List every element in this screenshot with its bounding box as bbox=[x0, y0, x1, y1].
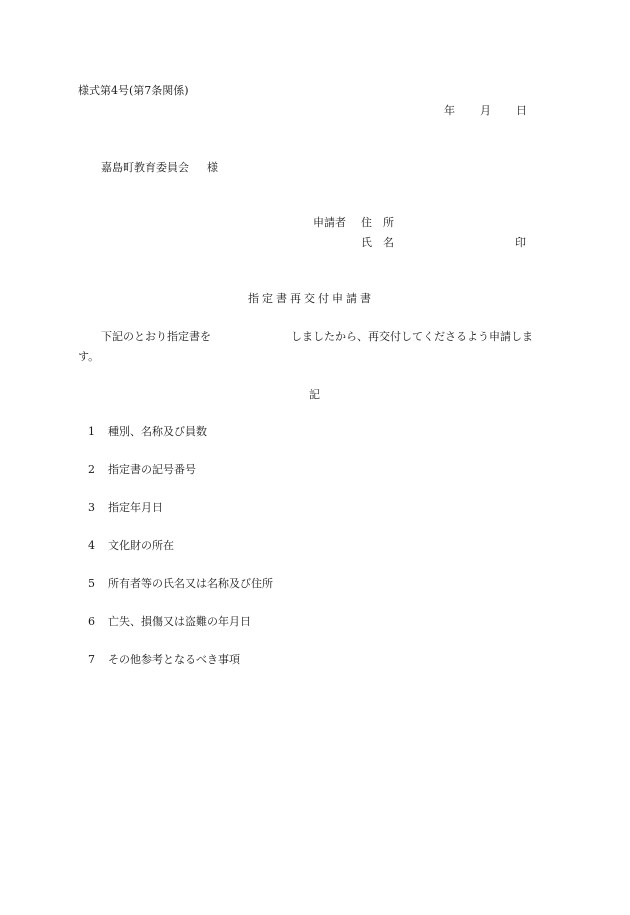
item-number: 4 bbox=[88, 539, 95, 552]
item-label: 亡失、損傷又は盗難の年月日 bbox=[108, 615, 251, 628]
list-item bbox=[88, 539, 174, 553]
item-number: 6 bbox=[88, 615, 95, 628]
item-number: 3 bbox=[88, 501, 95, 514]
item-label: 指定書の記号番号 bbox=[108, 463, 196, 476]
list-item bbox=[88, 463, 196, 477]
form-number: 様式第4号(第7条関係) bbox=[78, 84, 189, 97]
date-day-label: 日 bbox=[516, 104, 527, 117]
body-text-line1-start: 下記のとおり指定書を bbox=[101, 330, 211, 343]
list-item bbox=[88, 653, 240, 667]
list-item bbox=[88, 615, 251, 629]
item-label: 文化財の所在 bbox=[108, 539, 174, 552]
seal-mark: 印 bbox=[515, 236, 526, 249]
list-item bbox=[88, 425, 207, 439]
item-label: 所有者等の氏名又は名称及び住所 bbox=[108, 577, 273, 590]
addressee-name: 嘉島町教育委員会 bbox=[101, 161, 189, 174]
date-month-label: 月 bbox=[480, 104, 491, 117]
document-title: 指定書再交付申請書 bbox=[248, 292, 374, 305]
ki-heading: 記 bbox=[309, 388, 320, 401]
body-text-line1-end: しましたから、再交付してくださるよう申請しま bbox=[291, 330, 533, 343]
list-item bbox=[88, 501, 163, 515]
applicant-label: 申請者 bbox=[313, 216, 346, 229]
item-number: 1 bbox=[88, 425, 95, 438]
body-text-line2: す。 bbox=[78, 350, 100, 363]
item-number: 2 bbox=[88, 463, 95, 476]
item-label: その他参考となるべき事項 bbox=[108, 653, 240, 666]
item-label: 種別、名称及び員数 bbox=[108, 425, 207, 438]
item-label: 指定年月日 bbox=[108, 501, 163, 514]
addressee-honorific: 様 bbox=[207, 161, 218, 174]
list-item bbox=[88, 577, 273, 591]
address-label: 住 所 bbox=[361, 216, 394, 229]
item-number: 7 bbox=[88, 653, 95, 666]
item-number: 5 bbox=[88, 577, 95, 590]
date-year-label: 年 bbox=[444, 104, 455, 117]
name-label: 氏 名 bbox=[361, 236, 394, 249]
